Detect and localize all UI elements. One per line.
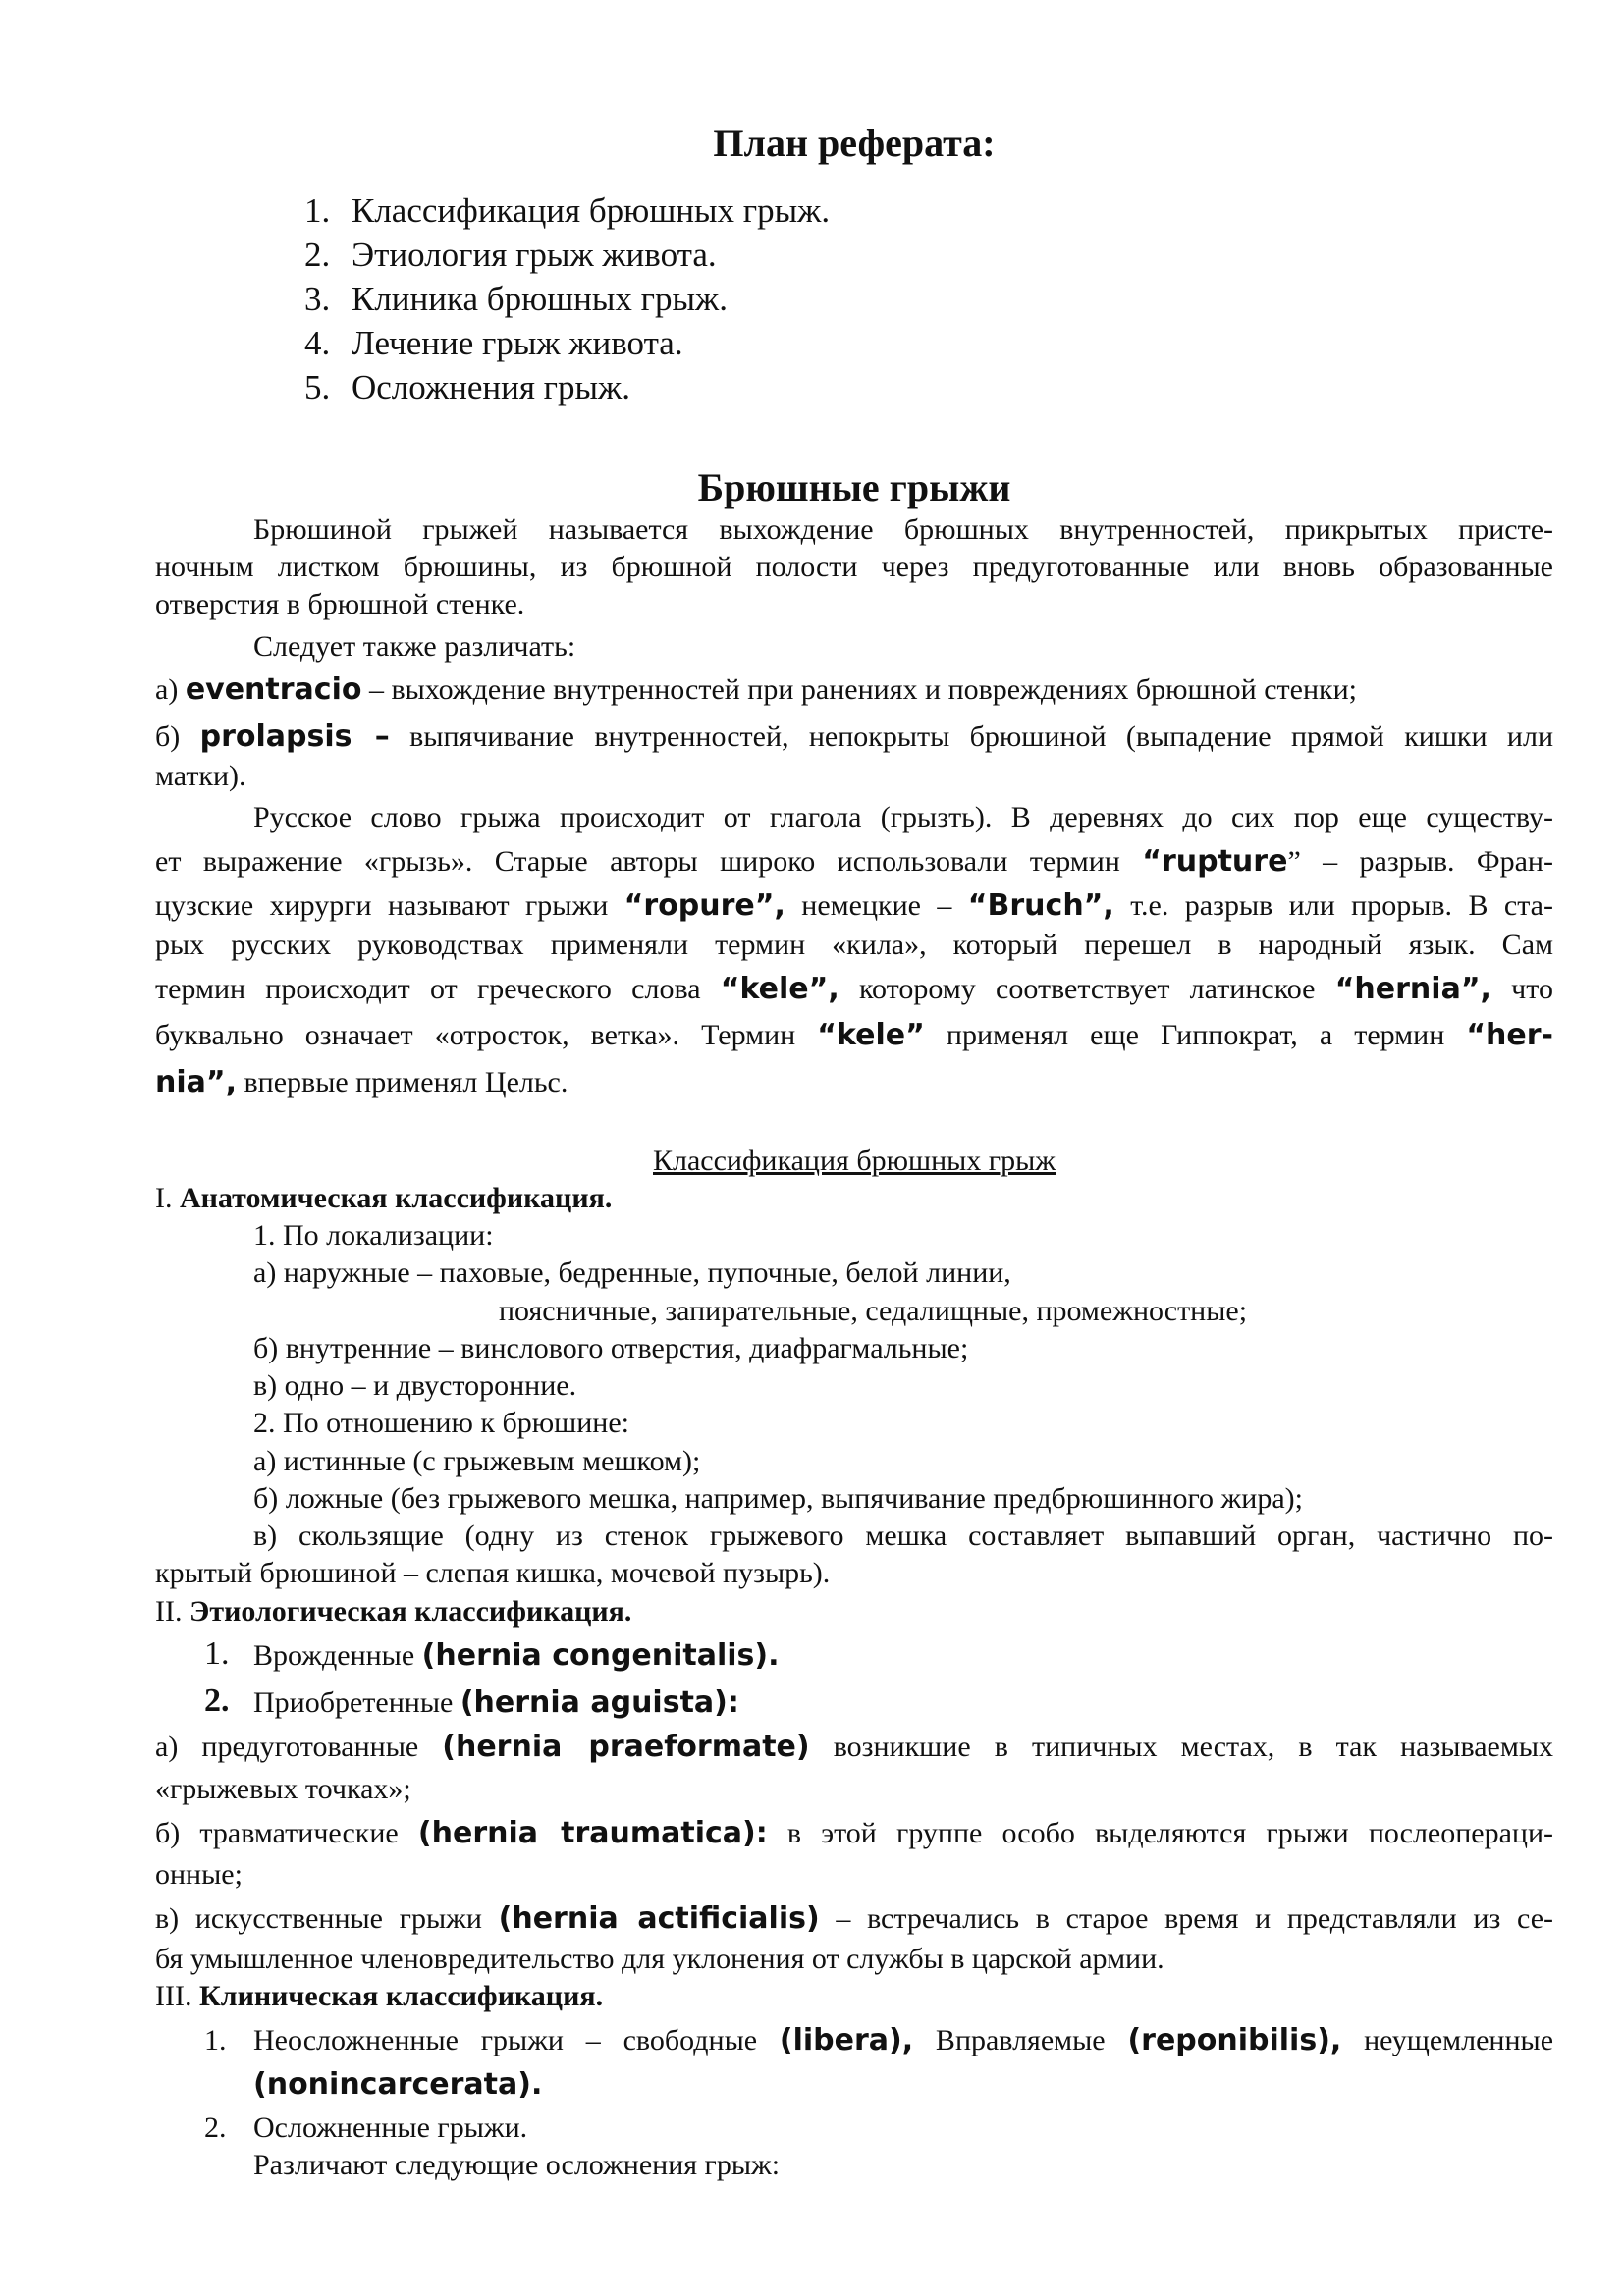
history-text: впервые применял Цельс.	[237, 1066, 568, 1098]
term-latin: (hernia congenitalis).	[421, 1638, 780, 1673]
classification-title: Классификация брюшных грыж	[653, 1145, 1056, 1177]
item-b-prefix: б)	[155, 721, 200, 753]
heading-number: I.	[155, 1182, 180, 1214]
term-latin: (hernia aguista):	[460, 1685, 739, 1720]
class-I-2-b: б) ложные (без грыжевого мешка, например, выпячивание предбрюшинного жира);	[253, 1482, 1303, 1515]
term-bruch: “Bruch”,	[967, 888, 1114, 923]
history-line-7	[155, 1065, 568, 1100]
list-text: Врожденные	[253, 1639, 422, 1672]
history-text: которому соответствует латинское	[839, 973, 1335, 1005]
class-I-1-a: а) наружные – паховые, бедренные, пупочные, белой линии,	[253, 1256, 1011, 1289]
list-text: а) предуготованные	[155, 1731, 443, 1763]
history-text: термин происходит от греческого слова	[155, 973, 721, 1005]
class-III-1	[253, 2023, 1553, 2058]
history-line-2	[155, 844, 1553, 880]
history-text: ” – разрыв. Фран-	[1287, 845, 1553, 878]
class-III-3: Различают следующие осложнения грыж:	[253, 2149, 781, 2181]
list-text: Приобретенные	[253, 1686, 460, 1719]
class-II-2	[204, 1682, 739, 1720]
history-line-4: рых русских руководствах применяли термин «кила», который перешел в народный язык. Сам	[155, 929, 1553, 961]
class-I-2: 2. По отношению к брюшине:	[253, 1407, 629, 1439]
item-b	[155, 720, 1553, 755]
history-line-3	[155, 888, 1553, 924]
list-text: б) травматические	[155, 1817, 418, 1849]
list-text: – встречались в старое время и представляли из се-	[819, 1902, 1554, 1935]
class-II-a-cont: «грыжевых точках»;	[155, 1773, 411, 1805]
term-hernia: “her-	[1466, 1018, 1553, 1052]
list-text: возникшие в типичных местах, в так называемых	[809, 1731, 1553, 1763]
term-latin: (libera),	[779, 2023, 914, 2057]
list-text: Неосложненные грыжи – свободные	[253, 2024, 780, 2056]
list-text: в) искусственные грыжи	[155, 1902, 499, 1935]
plan-title: План реферата:	[713, 121, 996, 165]
class-II-heading	[155, 1594, 631, 1629]
history-text: цузские хирурги называют грыжи	[155, 889, 624, 922]
heading-title: Этиологическая классификация.	[189, 1595, 632, 1628]
class-III-1-number: 1.	[204, 2024, 227, 2056]
plan-item-text: Лечение грыж живота.	[352, 324, 683, 362]
term-latin: (hernia actificialis)	[498, 1901, 820, 1936]
section-title: Брюшные грыжи	[697, 465, 1011, 509]
item-b-text: выпячивание внутренностей, непокрыты брюшиной (выпадение прямой кишки или	[389, 721, 1553, 753]
term-kele: “kele”,	[720, 972, 839, 1006]
history-text: т.е. разрыв или прорыв. В ста-	[1113, 889, 1553, 922]
class-II-c	[155, 1901, 1553, 1937]
history-text: применял еще Гиппократ, а термин	[924, 1019, 1467, 1051]
class-I-2-c-cont: крытый брюшиной – слепая кишка, мочевой пузырь).	[155, 1557, 831, 1589]
history-line-6	[155, 1018, 1553, 1053]
list-number: 2.	[204, 1682, 230, 1719]
heading-number: II.	[155, 1595, 189, 1628]
plan-item-number: 4.	[304, 324, 331, 362]
item-a-text: – выхождение внутренностей при ранениях и повреждениях брюшной стенки;	[361, 673, 1357, 706]
class-II-b-cont: онные;	[155, 1858, 243, 1891]
term-latin: (reponibilis),	[1127, 2023, 1342, 2057]
heading-title: Анатомическая классификация.	[180, 1182, 613, 1214]
intro-line-2: ночным листком брюшины, из брюшной полости через предуготованные или вновь образованные	[155, 551, 1553, 583]
class-II-1	[204, 1635, 780, 1673]
history-text: буквально означает «отросток, ветка». Термин	[155, 1019, 818, 1051]
class-III-heading	[155, 1979, 603, 2014]
item-b-line-2: матки).	[155, 760, 246, 792]
plan-item-text: Классификация брюшных грыж.	[352, 191, 831, 230]
intro-line-3: отверстия в брюшной стенке.	[155, 588, 525, 620]
heading-title: Клиническая классификация.	[198, 1980, 604, 2012]
class-III-2: Осложненные грыжи.	[253, 2111, 528, 2144]
list-text: неущемленные	[1341, 2024, 1554, 2056]
class-II-a	[155, 1730, 1553, 1765]
term-rupture: “rupture	[1142, 844, 1288, 879]
term-kele: “kele”	[817, 1018, 925, 1052]
distinguish-text: Следует также различать:	[253, 630, 576, 663]
plan-item-number: 2.	[304, 236, 331, 274]
history-text: немецкие –	[785, 889, 968, 922]
term-hernia: “hernia”,	[1334, 972, 1491, 1006]
item-a-prefix: а)	[155, 673, 186, 706]
class-I-1-a-cont: поясничные, запирательные, седалищные, промежностные;	[499, 1295, 1248, 1327]
class-II-b	[155, 1816, 1553, 1851]
list-text: в этой группе особо выделяются грыжи послеопераци-	[767, 1817, 1554, 1849]
list-text: Вправляемые	[913, 2024, 1128, 2056]
class-II-c-cont: бя умышленное членовредительство для уклонения от службы в царской армии.	[155, 1943, 1164, 1975]
class-I-1: 1. По локализации:	[253, 1219, 494, 1252]
term-latin: (hernia praeformate)	[442, 1730, 810, 1764]
plan-item-number: 1.	[304, 191, 331, 230]
term-latin: (hernia traumatica):	[417, 1816, 768, 1850]
term-prolapsis: prolapsis –	[199, 720, 390, 754]
class-I-1-b: б) внутренние – винслового отверстия, диафрагмальные;	[253, 1332, 969, 1364]
term-eventracio: eventracio	[185, 672, 362, 707]
list-number: 1.	[204, 1635, 230, 1672]
class-I-heading	[155, 1181, 612, 1216]
class-I-2-a: а) истинные (с грыжевым мешком);	[253, 1445, 701, 1477]
history-text: ет выражение «грызь». Старые авторы широко использовали термин	[155, 845, 1143, 878]
class-I-1-c: в) одно – и двусторонние.	[253, 1369, 577, 1402]
term-hernia: nia”,	[155, 1065, 237, 1099]
class-I-2-c: в) скользящие (одну из стенок грыжевого мешка составляет выпавший орган, частично по-	[253, 1520, 1553, 1552]
class-III-1-cont: (nonincarcerata).	[253, 2067, 543, 2102]
plan-item-number: 5.	[304, 368, 331, 406]
plan-item-text: Осложнения грыж.	[352, 368, 630, 406]
history-line-5	[155, 972, 1553, 1007]
history-text: что	[1490, 973, 1553, 1005]
term-ropure: “ropure”,	[623, 888, 785, 923]
intro-line-1: Брюшиной грыжей называется выхождение брюшных внутренностей, прикрытых присте-	[253, 513, 1553, 546]
plan-item-text: Клиника брюшных грыж.	[352, 280, 728, 318]
class-III-2-number: 2.	[204, 2111, 227, 2144]
plan-item-text: Этиология грыж живота.	[352, 236, 717, 274]
item-a	[155, 672, 1357, 708]
history-line-1: Русское слово грыжа происходит от глагола (грызть). В деревнях до сих пор еще существу-	[253, 801, 1553, 833]
heading-number: III.	[155, 1980, 199, 2012]
plan-item-number: 3.	[304, 280, 331, 318]
